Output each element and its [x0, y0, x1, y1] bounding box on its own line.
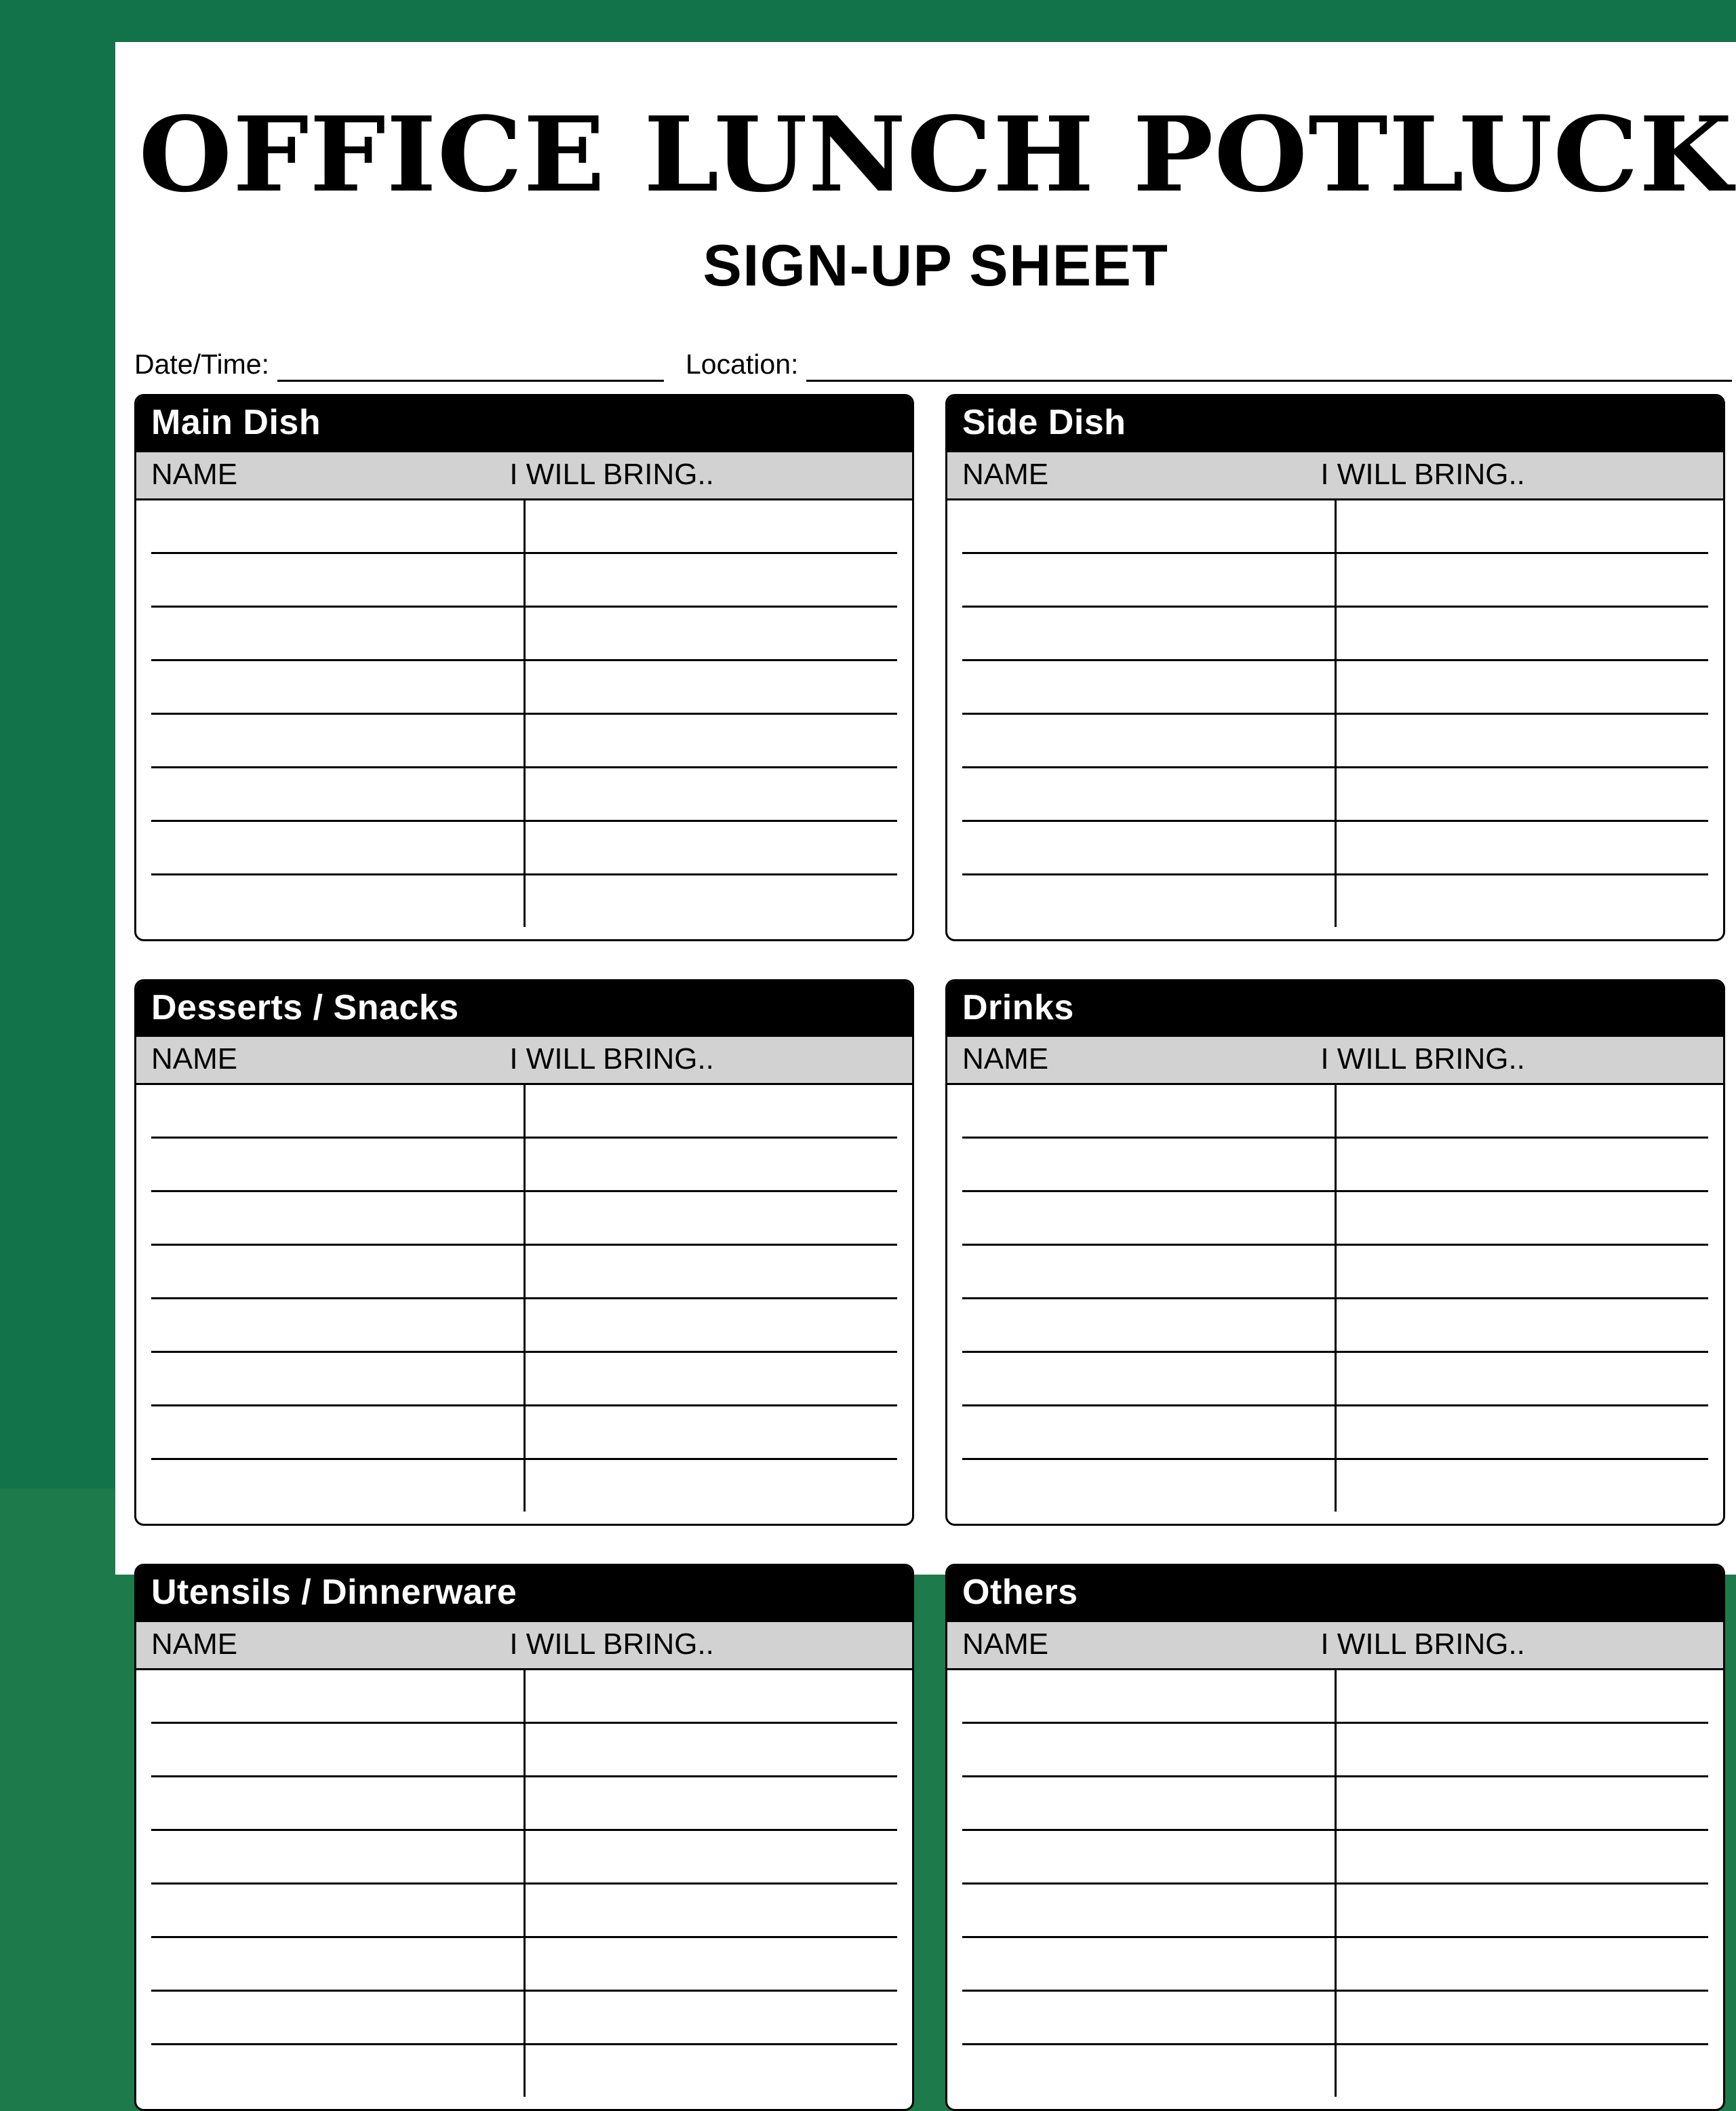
- column-header-bring: I WILL BRING..: [494, 452, 912, 500]
- category-box: [945, 394, 1725, 941]
- name-cell[interactable]: [962, 767, 1335, 821]
- table-row: [151, 1830, 897, 1883]
- table-row: [151, 767, 897, 821]
- table-row: [962, 1776, 1708, 1830]
- name-cell[interactable]: [962, 1830, 1335, 1883]
- table-row: [151, 1776, 897, 1830]
- category-title: Main Dish: [136, 396, 912, 452]
- table-row: [962, 1352, 1708, 1406]
- table-row: [962, 767, 1708, 821]
- bring-cell[interactable]: [1335, 767, 1708, 821]
- entry-rows: [136, 1670, 912, 2109]
- table-row: [151, 1722, 897, 1776]
- name-cell[interactable]: [151, 767, 524, 821]
- name-cell[interactable]: [962, 1138, 1335, 1191]
- name-cell[interactable]: [151, 1406, 524, 1459]
- bring-cell[interactable]: [524, 1299, 897, 1352]
- table-row: [962, 553, 1708, 606]
- bring-cell[interactable]: [1335, 1883, 1708, 1937]
- name-cell[interactable]: [151, 660, 524, 713]
- bring-cell[interactable]: [524, 821, 897, 874]
- column-header-bring: I WILL BRING..: [1305, 452, 1723, 500]
- name-cell[interactable]: [962, 606, 1335, 660]
- bring-cell[interactable]: [1335, 660, 1708, 713]
- bring-cell[interactable]: [1335, 713, 1708, 767]
- bring-cell[interactable]: [1335, 553, 1708, 606]
- table-row: [151, 1299, 897, 1352]
- table-row: [151, 821, 897, 874]
- table-row: [962, 2044, 1708, 2097]
- name-cell[interactable]: [151, 1299, 524, 1352]
- bring-cell[interactable]: [524, 1352, 897, 1406]
- table-row: [962, 713, 1708, 767]
- name-cell[interactable]: [151, 1722, 524, 1776]
- name-cell[interactable]: [151, 606, 524, 660]
- bring-cell[interactable]: [1335, 1085, 1708, 1138]
- entry-rows: [947, 1670, 1723, 2109]
- bring-cell[interactable]: [524, 1990, 897, 2044]
- bring-cell[interactable]: [1335, 1138, 1708, 1191]
- table-row: [962, 1830, 1708, 1883]
- name-cell[interactable]: [151, 2044, 524, 2097]
- column-header-row: [947, 452, 1723, 500]
- category-title: Utensils / Dinnerware: [136, 1566, 912, 1622]
- table-row: [151, 1670, 897, 1723]
- name-cell[interactable]: [151, 874, 524, 927]
- name-cell[interactable]: [962, 553, 1335, 606]
- name-cell[interactable]: [151, 1191, 524, 1245]
- bring-cell[interactable]: [1335, 1352, 1708, 1406]
- column-header-name: NAME: [947, 452, 1305, 500]
- table-row: [151, 1245, 897, 1299]
- bring-cell[interactable]: [1335, 500, 1708, 553]
- bring-cell[interactable]: [524, 1245, 897, 1299]
- name-cell[interactable]: [151, 500, 524, 553]
- column-header-row: [136, 452, 912, 500]
- column-header-bring: I WILL BRING..: [494, 1037, 912, 1084]
- bring-cell[interactable]: [1335, 1670, 1708, 1723]
- table-row: [962, 1191, 1708, 1245]
- bring-cell[interactable]: [524, 660, 897, 713]
- bring-cell[interactable]: [524, 1138, 897, 1191]
- table-row: [962, 874, 1708, 927]
- bring-cell[interactable]: [1335, 1776, 1708, 1830]
- name-cell[interactable]: [962, 500, 1335, 553]
- category-box: [945, 979, 1725, 1526]
- bring-cell[interactable]: [524, 1722, 897, 1776]
- name-cell[interactable]: [151, 553, 524, 606]
- table-row: [151, 1085, 897, 1138]
- bring-cell[interactable]: [1335, 1459, 1708, 1512]
- table-row: [151, 660, 897, 713]
- name-cell[interactable]: [962, 1776, 1335, 1830]
- table-row: [151, 1191, 897, 1245]
- name-cell[interactable]: [962, 821, 1335, 874]
- datetime-label: Date/Time:: [134, 349, 269, 380]
- table-row: [962, 1245, 1708, 1299]
- column-header-bring: I WILL BRING..: [494, 1622, 912, 1670]
- name-cell[interactable]: [151, 821, 524, 874]
- column-header-name: NAME: [136, 452, 494, 500]
- bring-cell[interactable]: [524, 874, 897, 927]
- name-cell[interactable]: [151, 1990, 524, 2044]
- table-row: [962, 500, 1708, 553]
- column-header-row: [136, 1037, 912, 1085]
- entry-rows: [947, 500, 1723, 939]
- name-cell[interactable]: [151, 1776, 524, 1830]
- bring-cell[interactable]: [1335, 606, 1708, 660]
- bring-cell[interactable]: [524, 1830, 897, 1883]
- category-box: [945, 1564, 1725, 2111]
- table-row: [151, 1352, 897, 1406]
- name-cell[interactable]: [151, 1670, 524, 1723]
- table-row: [962, 606, 1708, 660]
- name-cell[interactable]: [151, 1085, 524, 1138]
- column-header-name: NAME: [136, 1037, 494, 1084]
- column-header-row: [136, 1622, 912, 1670]
- name-cell[interactable]: [962, 1670, 1335, 1723]
- name-cell[interactable]: [962, 660, 1335, 713]
- bring-cell[interactable]: [1335, 1937, 1708, 1990]
- table-row: [962, 1990, 1708, 2044]
- name-cell[interactable]: [962, 1406, 1335, 1459]
- table-row: [151, 606, 897, 660]
- bring-cell[interactable]: [524, 1776, 897, 1830]
- bring-cell[interactable]: [524, 500, 897, 553]
- name-cell[interactable]: [962, 1990, 1335, 2044]
- table-row: [962, 1937, 1708, 1990]
- name-cell[interactable]: [962, 874, 1335, 927]
- bring-cell[interactable]: [524, 767, 897, 821]
- category-box: [134, 979, 914, 1526]
- table-row: [151, 2044, 897, 2097]
- column-header-row: [947, 1037, 1723, 1085]
- entry-rows: [947, 1085, 1723, 1524]
- name-cell[interactable]: [962, 1191, 1335, 1245]
- table-row: [151, 874, 897, 927]
- bring-cell[interactable]: [1335, 1245, 1708, 1299]
- datetime-input[interactable]: [277, 353, 664, 382]
- bring-cell[interactable]: [524, 713, 897, 767]
- table-row: [962, 1406, 1708, 1459]
- category-title: Others: [947, 1566, 1723, 1622]
- bring-cell[interactable]: [524, 1883, 897, 1937]
- name-cell[interactable]: [962, 2044, 1335, 2097]
- column-header-bring: I WILL BRING..: [1305, 1622, 1723, 1670]
- name-cell[interactable]: [151, 713, 524, 767]
- name-cell[interactable]: [962, 1722, 1335, 1776]
- table-row: [151, 1459, 897, 1512]
- table-row: [151, 1406, 897, 1459]
- entry-rows: [136, 1085, 912, 1524]
- printable-sheet: [115, 42, 1736, 1661]
- category-title: Side Dish: [947, 396, 1723, 452]
- name-cell[interactable]: [962, 1245, 1335, 1299]
- meta-row: [115, 349, 1736, 382]
- column-header-name: NAME: [947, 1622, 1305, 1670]
- column-header-name: NAME: [947, 1037, 1305, 1084]
- name-cell[interactable]: [962, 1937, 1335, 1990]
- bring-cell[interactable]: [1335, 1722, 1708, 1776]
- table-row: [962, 1299, 1708, 1352]
- table-row: [962, 821, 1708, 874]
- name-cell[interactable]: [151, 1830, 524, 1883]
- table-row: [962, 1085, 1708, 1138]
- name-cell[interactable]: [151, 1883, 524, 1937]
- table-row: [962, 1459, 1708, 1512]
- table-row: [151, 1883, 897, 1937]
- name-cell[interactable]: [962, 1883, 1335, 1937]
- name-cell[interactable]: [962, 1299, 1335, 1352]
- bring-cell[interactable]: [1335, 821, 1708, 874]
- name-cell[interactable]: [962, 1459, 1335, 1512]
- bring-cell[interactable]: [1335, 1191, 1708, 1245]
- bring-cell[interactable]: [524, 1191, 897, 1245]
- name-cell[interactable]: [962, 1085, 1335, 1138]
- bring-cell[interactable]: [1335, 2044, 1708, 2097]
- name-cell[interactable]: [151, 1245, 524, 1299]
- category-box: [134, 394, 914, 941]
- page-title: OFFICE LUNCH POTLUCK: [138, 94, 1733, 215]
- category-box: [134, 1564, 914, 2111]
- bring-cell[interactable]: [1335, 1299, 1708, 1352]
- table-row: [151, 500, 897, 553]
- name-cell[interactable]: [151, 1459, 524, 1512]
- table-row: [962, 1722, 1708, 1776]
- table-row: [151, 1937, 897, 1990]
- bring-cell[interactable]: [524, 553, 897, 606]
- page-subtitle: SIGN-UP SHEET: [703, 233, 1169, 299]
- name-cell[interactable]: [962, 713, 1335, 767]
- sections-grid: [115, 394, 1736, 2111]
- table-row: [962, 660, 1708, 713]
- table-row: [151, 553, 897, 606]
- bring-cell[interactable]: [524, 606, 897, 660]
- bring-cell[interactable]: [1335, 1830, 1708, 1883]
- bring-cell[interactable]: [524, 1406, 897, 1459]
- column-header-bring: I WILL BRING..: [1305, 1037, 1723, 1084]
- name-cell[interactable]: [151, 1138, 524, 1191]
- bring-cell[interactable]: [524, 1670, 897, 1723]
- column-header-row: [947, 1622, 1723, 1670]
- table-row: [151, 1990, 897, 2044]
- table-row: [151, 713, 897, 767]
- bring-cell[interactable]: [524, 1937, 897, 1990]
- name-cell[interactable]: [962, 1352, 1335, 1406]
- location-input[interactable]: [806, 353, 1732, 382]
- entry-rows: [136, 500, 912, 939]
- category-title: Desserts / Snacks: [136, 981, 912, 1038]
- bring-cell[interactable]: [1335, 1990, 1708, 2044]
- column-header-name: NAME: [136, 1622, 494, 1670]
- bring-cell[interactable]: [524, 2044, 897, 2097]
- name-cell[interactable]: [151, 1352, 524, 1406]
- bring-cell[interactable]: [1335, 874, 1708, 927]
- bring-cell[interactable]: [524, 1085, 897, 1138]
- table-row: [151, 1138, 897, 1191]
- bring-cell[interactable]: [524, 1459, 897, 1512]
- table-row: [962, 1138, 1708, 1191]
- table-row: [962, 1883, 1708, 1937]
- bring-cell[interactable]: [1335, 1406, 1708, 1459]
- table-row: [962, 1670, 1708, 1723]
- name-cell[interactable]: [151, 1937, 524, 1990]
- category-title: Drinks: [947, 981, 1723, 1038]
- location-label: Location:: [685, 349, 799, 380]
